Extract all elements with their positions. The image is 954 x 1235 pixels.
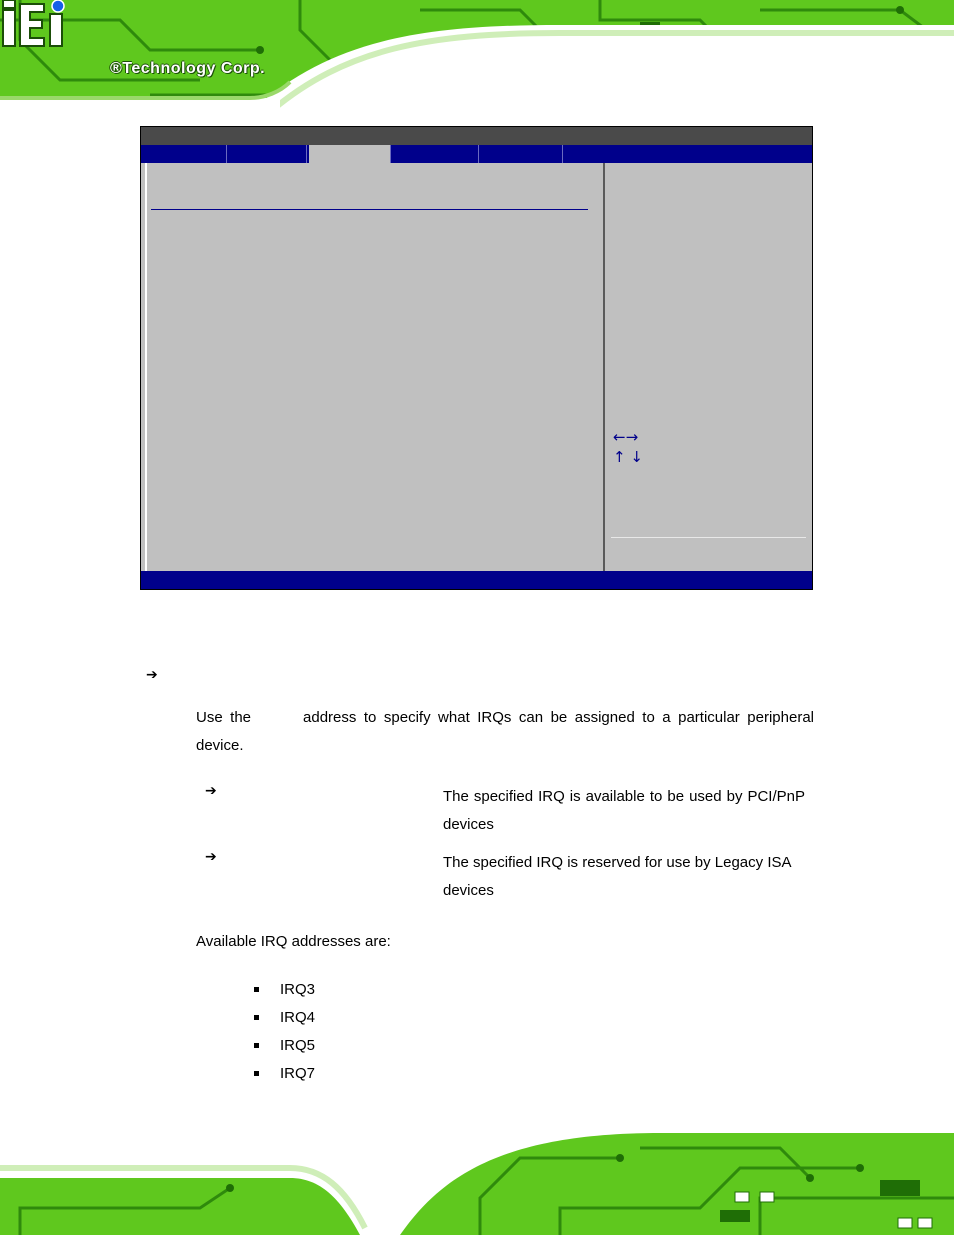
available-label: Available IRQ addresses are: bbox=[196, 933, 391, 950]
arrow-icon: ➔ bbox=[205, 783, 217, 799]
bios-tab[interactable] bbox=[141, 145, 227, 163]
up-down-arrow-icon: ↑ ↓ bbox=[613, 448, 643, 466]
intro-text: Use the bbox=[196, 709, 252, 726]
arrow-icon: ➔ bbox=[146, 667, 158, 683]
list-item bbox=[254, 1004, 315, 1032]
list-item bbox=[254, 976, 315, 1004]
option-description: The specified IRQ is available to be used by PCI/PnP devices bbox=[443, 788, 805, 833]
left-right-arrow-icon: ←→ bbox=[613, 428, 639, 446]
company-name: ®Technology Corp. bbox=[110, 60, 266, 77]
intro-paragraph bbox=[196, 704, 814, 760]
bios-status-bar bbox=[141, 571, 812, 589]
bios-help-panel bbox=[603, 163, 812, 573]
iei-logo bbox=[0, 0, 70, 50]
divider bbox=[611, 537, 806, 538]
arrow-icon: ➔ bbox=[205, 849, 217, 865]
bios-main-panel bbox=[145, 163, 605, 573]
bullet-icon bbox=[254, 1043, 259, 1048]
option-description: The specified IRQ is reserved for use by Legacy ISA devices bbox=[443, 854, 791, 899]
list-item-label: IRQ7 bbox=[280, 1065, 316, 1082]
bullet-icon bbox=[254, 987, 259, 992]
help-keys bbox=[613, 427, 643, 467]
header-banner bbox=[0, 0, 954, 112]
bios-tab-active[interactable] bbox=[309, 145, 391, 163]
divider bbox=[151, 209, 588, 210]
bios-tab[interactable] bbox=[392, 145, 479, 163]
bios-screen bbox=[140, 126, 813, 590]
circuit-board-graphic bbox=[0, 1128, 954, 1235]
bios-tab[interactable] bbox=[227, 145, 307, 163]
circuit-board-graphic bbox=[0, 0, 954, 112]
bullet-icon bbox=[254, 1071, 259, 1076]
list-item-label: IRQ3 bbox=[280, 981, 316, 998]
irq-list bbox=[254, 976, 315, 1088]
list-item-label: IRQ4 bbox=[280, 1009, 316, 1026]
bios-title-bar bbox=[141, 127, 812, 145]
bios-tab[interactable] bbox=[479, 145, 563, 163]
footer-banner bbox=[0, 1128, 954, 1235]
list-item bbox=[254, 1060, 315, 1088]
list-item bbox=[254, 1032, 315, 1060]
bios-menu-bar bbox=[141, 145, 812, 163]
list-item-label: IRQ5 bbox=[280, 1037, 316, 1054]
bullet-icon bbox=[254, 1015, 259, 1020]
intro-text: address to specify what IRQs can be assigned to a particular peripheral device. bbox=[196, 709, 815, 754]
